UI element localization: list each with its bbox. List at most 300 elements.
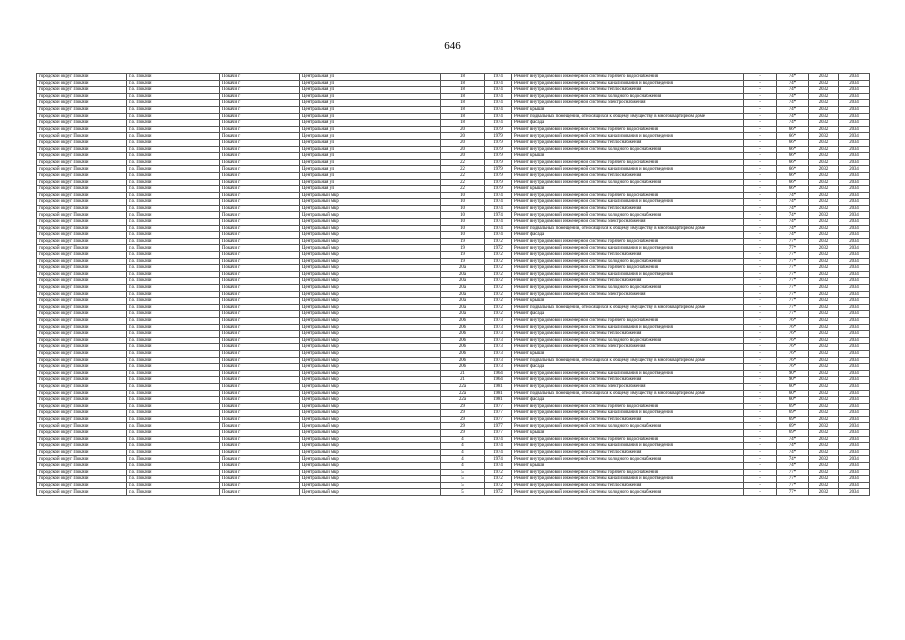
settlement-cell: г.о. Покачи — [127, 489, 220, 496]
table-row — [37, 403, 870, 410]
municipality-cell: городской округ Покачи — [37, 423, 127, 430]
dash-cell: - — [744, 74, 777, 81]
work-type-cell: Ремонт внутридомовой инженерной системы электроснабжения — [512, 219, 744, 226]
locality-cell: Покачи г — [220, 285, 300, 292]
house-number-cell: 18 — [441, 74, 485, 81]
street-cell: Центральная ул — [300, 179, 441, 186]
start-year-cell: 2032 — [809, 489, 839, 496]
table-row — [37, 443, 870, 450]
start-year-cell: 2032 — [809, 113, 839, 120]
house-number-cell: 22 — [441, 186, 485, 193]
build-year-cell: 1979 — [485, 139, 512, 146]
dash-cell: - — [744, 291, 777, 298]
street-cell: Центральный мкр — [300, 397, 441, 404]
municipality-cell: городской округ Покачи — [37, 106, 127, 113]
settlement-cell: г.о. Покачи — [127, 232, 220, 239]
municipality-cell: городской округ Покачи — [37, 146, 127, 153]
house-number-cell: 20а — [441, 265, 485, 272]
settlement-cell: г.о. Покачи — [127, 324, 220, 331]
end-year-cell: 2034 — [839, 298, 870, 305]
work-type-cell: Ремонт крыши — [512, 106, 744, 113]
table-row — [37, 172, 870, 179]
work-type-cell: Ремонт внутридомовой инженерной системы канализования и водоотведения — [512, 133, 744, 140]
house-number-cell: 10 — [441, 199, 485, 206]
house-number-cell: 20 — [441, 153, 485, 160]
work-type-cell: Ремонт фасада — [512, 232, 744, 239]
wear-percent-cell: 76* — [777, 344, 809, 351]
end-year-cell: 2034 — [839, 80, 870, 87]
locality-cell: Покачи г — [220, 186, 300, 193]
house-number-cell: 20а — [441, 278, 485, 285]
house-number-cell: 20а — [441, 304, 485, 311]
build-year-cell: 1973 — [485, 364, 512, 371]
locality-cell: Покачи г — [220, 449, 300, 456]
house-number-cell: 20б — [441, 344, 485, 351]
municipality-cell: городской округ Покачи — [37, 285, 127, 292]
work-type-cell: Ремонт фасада — [512, 311, 744, 318]
start-year-cell: 2032 — [809, 153, 839, 160]
work-type-cell: Ремонт внутридомовой инженерной системы электроснабжения — [512, 291, 744, 298]
wear-percent-cell: 74* — [777, 212, 809, 219]
table-row — [37, 205, 870, 212]
settlement-cell: г.о. Покачи — [127, 337, 220, 344]
street-cell: Центральный мкр — [300, 449, 441, 456]
start-year-cell: 2032 — [809, 225, 839, 232]
start-year-cell: 2032 — [809, 443, 839, 450]
work-type-cell: Ремонт внутридомовой инженерной системы холодного водоснабжения — [512, 179, 744, 186]
end-year-cell: 2034 — [839, 443, 870, 450]
wear-percent-cell: 74* — [777, 443, 809, 450]
street-cell: Центральный мкр — [300, 265, 441, 272]
table-row — [37, 258, 870, 265]
settlement-cell: г.о. Покачи — [127, 364, 220, 371]
dash-cell: - — [744, 238, 777, 245]
municipality-cell: городской округ Покачи — [37, 430, 127, 437]
municipality-cell: городской округ Покачи — [37, 482, 127, 489]
municipality-cell: городской округ Покачи — [37, 172, 127, 179]
work-type-cell: Ремонт внутридомовой инженерной системы канализования и водоотведения — [512, 324, 744, 331]
end-year-cell: 2034 — [839, 199, 870, 206]
wear-percent-cell: 77* — [777, 304, 809, 311]
locality-cell: Покачи г — [220, 225, 300, 232]
house-number-cell: 5 — [441, 482, 485, 489]
locality-cell: Покачи г — [220, 153, 300, 160]
house-number-cell: 19 — [441, 238, 485, 245]
street-cell: Центральный мкр — [300, 205, 441, 212]
end-year-cell: 2034 — [839, 430, 870, 437]
locality-cell: Покачи г — [220, 337, 300, 344]
dash-cell: - — [744, 205, 777, 212]
settlement-cell: г.о. Покачи — [127, 350, 220, 357]
locality-cell: Покачи г — [220, 278, 300, 285]
build-year-cell: 1974 — [485, 463, 512, 470]
street-cell: Центральный мкр — [300, 298, 441, 305]
work-type-cell: Ремонт внутридомовой инженерной системы горячего водоснабжения — [512, 436, 744, 443]
settlement-cell: г.о. Покачи — [127, 199, 220, 206]
work-type-cell: Ремонт подвальных помещений, относящихся к общему имуществу в многоквартирном доме — [512, 304, 744, 311]
street-cell: Центральный мкр — [300, 238, 441, 245]
street-cell: Центральная ул — [300, 166, 441, 173]
dash-cell: - — [744, 186, 777, 193]
wear-percent-cell: 77* — [777, 245, 809, 252]
page-number: 646 — [444, 40, 461, 52]
wear-percent-cell: 77* — [777, 271, 809, 278]
table-row — [37, 120, 870, 127]
locality-cell: Покачи г — [220, 80, 300, 87]
build-year-cell: 1972 — [485, 238, 512, 245]
locality-cell: Покачи г — [220, 298, 300, 305]
street-cell: Центральная ул — [300, 87, 441, 94]
build-year-cell: 1974 — [485, 120, 512, 127]
table-row — [37, 350, 870, 357]
settlement-cell: г.о. Покачи — [127, 449, 220, 456]
municipality-cell: городской округ Покачи — [37, 291, 127, 298]
work-type-cell: Ремонт фасада — [512, 120, 744, 127]
start-year-cell: 2032 — [809, 179, 839, 186]
municipality-cell: городской округ Покачи — [37, 186, 127, 193]
end-year-cell: 2034 — [839, 133, 870, 140]
wear-percent-cell: 74* — [777, 219, 809, 226]
start-year-cell: 2032 — [809, 285, 839, 292]
dash-cell: - — [744, 456, 777, 463]
street-cell: Центральная ул — [300, 74, 441, 81]
build-year-cell: 1972 — [485, 271, 512, 278]
house-number-cell: 10 — [441, 192, 485, 199]
locality-cell: Покачи г — [220, 93, 300, 100]
work-type-cell: Ремонт фасада — [512, 364, 744, 371]
wear-percent-cell: 74* — [777, 456, 809, 463]
table-row — [37, 482, 870, 489]
work-type-cell: Ремонт внутридомовой инженерной системы канализования и водоотведения — [512, 443, 744, 450]
build-year-cell: 1972 — [485, 258, 512, 265]
start-year-cell: 2032 — [809, 317, 839, 324]
end-year-cell: 2034 — [839, 219, 870, 226]
settlement-cell: г.о. Покачи — [127, 252, 220, 259]
house-number-cell: 18 — [441, 113, 485, 120]
settlement-cell: г.о. Покачи — [127, 80, 220, 87]
house-number-cell: 10 — [441, 219, 485, 226]
settlement-cell: г.о. Покачи — [127, 106, 220, 113]
municipality-cell: городской округ Покачи — [37, 436, 127, 443]
build-year-cell: 1979 — [485, 166, 512, 173]
municipality-cell: городской округ Покачи — [37, 324, 127, 331]
table-row — [37, 311, 870, 318]
work-type-cell: Ремонт внутридомовой инженерной системы теплоснабжения — [512, 252, 744, 259]
end-year-cell: 2034 — [839, 153, 870, 160]
table-row — [37, 153, 870, 160]
municipality-cell: городской округ Покачи — [37, 153, 127, 160]
table-row — [37, 390, 870, 397]
start-year-cell: 2032 — [809, 331, 839, 338]
municipality-cell: городской округ Покачи — [37, 383, 127, 390]
settlement-cell: г.о. Покачи — [127, 423, 220, 430]
start-year-cell: 2032 — [809, 278, 839, 285]
house-number-cell: 18 — [441, 120, 485, 127]
table-row — [37, 331, 870, 338]
street-cell: Центральный мкр — [300, 245, 441, 252]
dash-cell: - — [744, 482, 777, 489]
house-number-cell: 19 — [441, 258, 485, 265]
dash-cell: - — [744, 166, 777, 173]
dash-cell: - — [744, 258, 777, 265]
settlement-cell: г.о. Покачи — [127, 271, 220, 278]
street-cell: Центральный мкр — [300, 463, 441, 470]
work-type-cell: Ремонт внутридомовой инженерной системы канализования и водоотведения — [512, 166, 744, 173]
start-year-cell: 2032 — [809, 403, 839, 410]
house-number-cell: 4 — [441, 449, 485, 456]
municipality-cell: городской округ Покачи — [37, 331, 127, 338]
end-year-cell: 2034 — [839, 265, 870, 272]
street-cell: Центральный мкр — [300, 337, 441, 344]
build-year-cell: 1973 — [485, 324, 512, 331]
wear-percent-cell: 77* — [777, 238, 809, 245]
build-year-cell: 1973 — [485, 331, 512, 338]
work-type-cell: Ремонт внутридомовой инженерной системы горячего водоснабжения — [512, 74, 744, 81]
settlement-cell: г.о. Покачи — [127, 370, 220, 377]
house-number-cell: 4 — [441, 443, 485, 450]
locality-cell: Покачи г — [220, 133, 300, 140]
end-year-cell: 2034 — [839, 245, 870, 252]
settlement-cell: г.о. Покачи — [127, 304, 220, 311]
street-cell: Центральная ул — [300, 186, 441, 193]
municipality-cell: городской округ Покачи — [37, 199, 127, 206]
locality-cell: Покачи г — [220, 166, 300, 173]
municipality-cell: городской округ Покачи — [37, 225, 127, 232]
house-number-cell: 4 — [441, 436, 485, 443]
wear-percent-cell: 74* — [777, 80, 809, 87]
house-number-cell: 20б — [441, 350, 485, 357]
settlement-cell: г.о. Покачи — [127, 285, 220, 292]
build-year-cell: 1977 — [485, 430, 512, 437]
capital-repair-table — [36, 73, 870, 496]
locality-cell: Покачи г — [220, 443, 300, 450]
end-year-cell: 2034 — [839, 93, 870, 100]
settlement-cell: г.о. Покачи — [127, 390, 220, 397]
settlement-cell: г.о. Покачи — [127, 159, 220, 166]
street-cell: Центральный мкр — [300, 212, 441, 219]
dash-cell: - — [744, 245, 777, 252]
settlement-cell: г.о. Покачи — [127, 436, 220, 443]
wear-percent-cell: 74* — [777, 232, 809, 239]
start-year-cell: 2032 — [809, 238, 839, 245]
locality-cell: Покачи г — [220, 212, 300, 219]
end-year-cell: 2034 — [839, 159, 870, 166]
dash-cell: - — [744, 212, 777, 219]
dash-cell: - — [744, 159, 777, 166]
wear-percent-cell: 60* — [777, 390, 809, 397]
house-number-cell: 18 — [441, 93, 485, 100]
build-year-cell: 1972 — [485, 476, 512, 483]
street-cell: Центральный мкр — [300, 403, 441, 410]
end-year-cell: 2034 — [839, 456, 870, 463]
house-number-cell: 20б — [441, 331, 485, 338]
street-cell: Центральный мкр — [300, 304, 441, 311]
street-cell: Центральный мкр — [300, 271, 441, 278]
wear-percent-cell: 69* — [777, 423, 809, 430]
street-cell: Центральный мкр — [300, 390, 441, 397]
house-number-cell: 22а — [441, 390, 485, 397]
municipality-cell: городской округ Покачи — [37, 271, 127, 278]
wear-percent-cell: 66* — [777, 146, 809, 153]
wear-percent-cell: 77* — [777, 469, 809, 476]
house-number-cell: 22 — [441, 179, 485, 186]
locality-cell: Покачи г — [220, 364, 300, 371]
dash-cell: - — [744, 423, 777, 430]
table-row — [37, 489, 870, 496]
municipality-cell: городской округ Покачи — [37, 469, 127, 476]
build-year-cell: 1974 — [485, 225, 512, 232]
street-cell: Центральный мкр — [300, 278, 441, 285]
build-year-cell: 1974 — [485, 80, 512, 87]
municipality-cell: городской округ Покачи — [37, 238, 127, 245]
street-cell: Центральный мкр — [300, 219, 441, 226]
wear-percent-cell: 74* — [777, 463, 809, 470]
wear-percent-cell: 76* — [777, 364, 809, 371]
work-type-cell: Ремонт крыши — [512, 463, 744, 470]
table-row — [37, 476, 870, 483]
work-type-cell: Ремонт фасада — [512, 397, 744, 404]
end-year-cell: 2034 — [839, 172, 870, 179]
street-cell: Центральный мкр — [300, 357, 441, 364]
street-cell: Центральная ул — [300, 126, 441, 133]
work-type-cell: Ремонт крыши — [512, 350, 744, 357]
wear-percent-cell: 66* — [777, 126, 809, 133]
locality-cell: Покачи г — [220, 377, 300, 384]
work-type-cell: Ремонт внутридомовой инженерной системы теплоснабжения — [512, 139, 744, 146]
locality-cell: Покачи г — [220, 291, 300, 298]
settlement-cell: г.о. Покачи — [127, 113, 220, 120]
street-cell: Центральная ул — [300, 120, 441, 127]
settlement-cell: г.о. Покачи — [127, 219, 220, 226]
table-row — [37, 291, 870, 298]
municipality-cell: городской округ Покачи — [37, 390, 127, 397]
work-type-cell: Ремонт внутридомовой инженерной системы теплоснабжения — [512, 331, 744, 338]
start-year-cell: 2032 — [809, 383, 839, 390]
municipality-cell: городской округ Покачи — [37, 139, 127, 146]
build-year-cell: 1973 — [485, 357, 512, 364]
work-type-cell: Ремонт внутридомовой инженерной системы горячего водоснабжения — [512, 317, 744, 324]
work-type-cell: Ремонт подвальных помещений, относящихся к общему имуществу в многоквартирном доме — [512, 390, 744, 397]
settlement-cell: г.о. Покачи — [127, 331, 220, 338]
street-cell: Центральный мкр — [300, 436, 441, 443]
street-cell: Центральный мкр — [300, 317, 441, 324]
municipality-cell: городской округ Покачи — [37, 410, 127, 417]
settlement-cell: г.о. Покачи — [127, 397, 220, 404]
table-row — [37, 159, 870, 166]
wear-percent-cell: 69* — [777, 403, 809, 410]
table-row — [37, 126, 870, 133]
municipality-cell: городской округ Покачи — [37, 370, 127, 377]
dash-cell: - — [744, 344, 777, 351]
street-cell: Центральный мкр — [300, 285, 441, 292]
street-cell: Центральный мкр — [300, 324, 441, 331]
table-row — [37, 304, 870, 311]
dash-cell: - — [744, 476, 777, 483]
work-type-cell: Ремонт внутридомовой инженерной системы канализования и водоотведения — [512, 245, 744, 252]
settlement-cell: г.о. Покачи — [127, 311, 220, 318]
start-year-cell: 2032 — [809, 364, 839, 371]
settlement-cell: г.о. Покачи — [127, 291, 220, 298]
house-number-cell: 21 — [441, 370, 485, 377]
house-number-cell: 20а — [441, 298, 485, 305]
end-year-cell: 2034 — [839, 271, 870, 278]
dash-cell: - — [744, 430, 777, 437]
wear-percent-cell: 74* — [777, 449, 809, 456]
wear-percent-cell: 74* — [777, 113, 809, 120]
house-number-cell: 20 — [441, 139, 485, 146]
street-cell: Центральный мкр — [300, 443, 441, 450]
build-year-cell: 1977 — [485, 403, 512, 410]
work-type-cell: Ремонт подвальных помещений, относящихся к общему имуществу в многоквартирном доме — [512, 225, 744, 232]
table-row — [37, 139, 870, 146]
dash-cell: - — [744, 298, 777, 305]
house-number-cell: 19 — [441, 252, 485, 259]
dash-cell: - — [744, 120, 777, 127]
start-year-cell: 2032 — [809, 469, 839, 476]
dash-cell: - — [744, 357, 777, 364]
build-year-cell: 1974 — [485, 436, 512, 443]
build-year-cell: 1977 — [485, 416, 512, 423]
settlement-cell: г.о. Покачи — [127, 93, 220, 100]
dash-cell: - — [744, 443, 777, 450]
settlement-cell: г.о. Покачи — [127, 377, 220, 384]
table-row — [37, 80, 870, 87]
build-year-cell: 1972 — [485, 291, 512, 298]
end-year-cell: 2034 — [839, 383, 870, 390]
locality-cell: Покачи г — [220, 390, 300, 397]
start-year-cell: 2032 — [809, 436, 839, 443]
municipality-cell: городской округ Покачи — [37, 205, 127, 212]
start-year-cell: 2032 — [809, 456, 839, 463]
municipality-cell: городской округ Покачи — [37, 489, 127, 496]
start-year-cell: 2032 — [809, 232, 839, 239]
table-row — [37, 179, 870, 186]
build-year-cell: 1979 — [485, 159, 512, 166]
start-year-cell: 2032 — [809, 397, 839, 404]
build-year-cell: 1964 — [485, 377, 512, 384]
start-year-cell: 2032 — [809, 93, 839, 100]
dash-cell: - — [744, 304, 777, 311]
settlement-cell: г.о. Покачи — [127, 383, 220, 390]
municipality-cell: городской округ Покачи — [37, 245, 127, 252]
end-year-cell: 2034 — [839, 278, 870, 285]
street-cell: Центральная ул — [300, 133, 441, 140]
street-cell: Центральный мкр — [300, 410, 441, 417]
work-type-cell: Ремонт внутридомовой инженерной системы электроснабжения — [512, 344, 744, 351]
table-row — [37, 245, 870, 252]
locality-cell: Покачи г — [220, 252, 300, 259]
settlement-cell: г.о. Покачи — [127, 258, 220, 265]
start-year-cell: 2032 — [809, 370, 839, 377]
wear-percent-cell: 77* — [777, 285, 809, 292]
table-row — [37, 271, 870, 278]
municipality-cell: городской округ Покачи — [37, 377, 127, 384]
table-row — [37, 74, 870, 81]
municipality-cell: городской округ Покачи — [37, 159, 127, 166]
end-year-cell: 2034 — [839, 463, 870, 470]
end-year-cell: 2034 — [839, 364, 870, 371]
end-year-cell: 2034 — [839, 87, 870, 94]
wear-percent-cell: 66* — [777, 153, 809, 160]
locality-cell: Покачи г — [220, 106, 300, 113]
work-type-cell: Ремонт внутридомовой инженерной системы канализования и водоотведения — [512, 476, 744, 483]
start-year-cell: 2032 — [809, 87, 839, 94]
build-year-cell: 1974 — [485, 449, 512, 456]
table-row — [37, 317, 870, 324]
end-year-cell: 2034 — [839, 331, 870, 338]
dash-cell: - — [744, 271, 777, 278]
settlement-cell: г.о. Покачи — [127, 469, 220, 476]
